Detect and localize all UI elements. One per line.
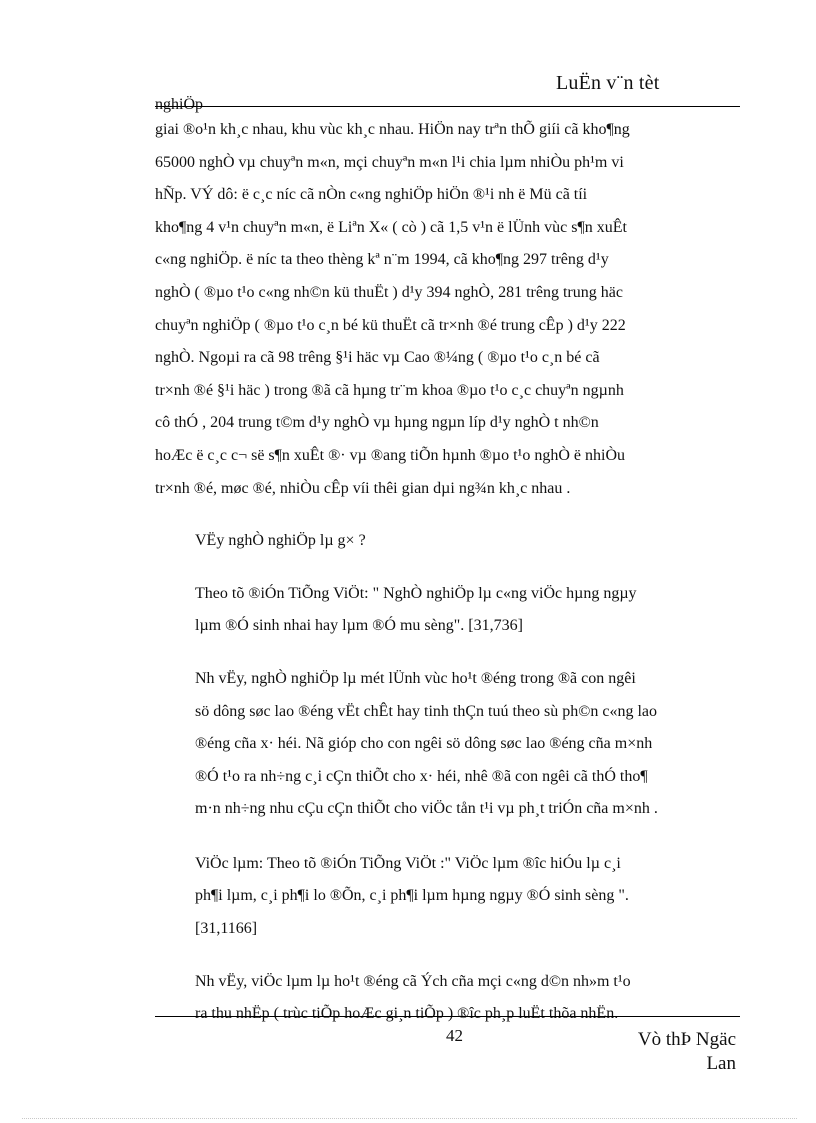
text-line: Nh vËy, viÖc lµm lµ ho¹t ®éng cã Ých cña mçi c«ng d©n nh»m t¹o	[195, 972, 631, 990]
text-line: nghÒ ( ®µo t¹o c«ng nh©n kü thuËt ) d¹y 394 nghÒ, 281 trêng trung häc	[155, 283, 623, 301]
text-line: Theo tõ ®iÓn TiÕng ViÖt: " NghÒ nghiÖp lµ c«ng viÖc hµng ngµy	[195, 584, 637, 602]
text-line: cô thÓ , 204 trung t©m d¹y nghÒ vµ hµng ngµn líp d¹y nghÒ t nh©n	[155, 414, 599, 432]
text-line: nghÒ. Ngoµi ra cã 98 trêng §¹i häc vµ Cao ®¼ng ( ®µo t¹o c¸n bé cã	[155, 349, 600, 367]
footer-rule	[155, 1016, 740, 1017]
text-line: giai ®o¹n kh¸c nhau, khu vùc kh¸c nhau. HiÖn nay trªn thÕ giíi cã kho¶ng	[155, 121, 630, 138]
paragraph-question	[155, 525, 740, 558]
author-name	[610, 1028, 736, 1076]
paragraph-professions-overview	[155, 114, 740, 505]
paragraph-definition-employment	[155, 848, 740, 946]
header-title-continued: nghiÖp	[155, 96, 203, 113]
paragraph-profession-explanation	[155, 663, 740, 826]
header-rule	[155, 106, 740, 107]
text-line: kho¶ng 4 v¹n chuyªn m«n, ë Liªn X« ( cò ) cã 1,5 v¹n ë lÜnh vùc s¶n xuÊt	[155, 218, 627, 236]
text-line: VËy nghÒ nghiÖp lµ g× ?	[195, 532, 366, 550]
text-line: c«ng nghiÖp. ë níc ta theo thèng kª n¨m 1994, cã kho¶ng 297 trêng d¹y	[155, 251, 609, 269]
text-line: lµm ®Ó sinh nhai hay lµm ®Ó mu sèng". [31,736]	[195, 617, 523, 635]
text-line: chuyªn nghiÖp ( ®µo t¹o c¸n bé kü thuËt cã tr×nh ®é trung cÊp ) d¹y 222	[155, 316, 626, 334]
text-line: tr×nh ®é §¹i häc ) trong ®ã cã hµng tr¨m khoa ®µo t¹o c¸c chuyªn ngµnh	[155, 381, 624, 399]
text-line: hÑp. VÝ dô: ë c¸c níc cã nÒn c«ng nghiÖp hiÖn ®¹i nh ë Mü cã tíi	[155, 186, 588, 204]
text-line: ra thu nhËp ( trùc tiÕp hoÆc gi¸n tiÕp ) ®îc ph¸p luËt thõa nhËn.	[195, 1005, 619, 1023]
text-line: tr×nh ®é, møc ®é, nhiÒu cÊp víi thêi gian dµi ng¾n kh¸c nhau .	[155, 479, 571, 497]
text-line: ViÖc lµm: Theo tõ ®iÓn TiÕng ViÖt :" ViÖc lµm ®îc hiÓu lµ c¸i	[195, 854, 621, 872]
paragraph-employment-explanation	[155, 966, 740, 1031]
author-line: Vò thÞ Ngäc	[637, 1029, 736, 1050]
page-bottom-border	[22, 1118, 797, 1119]
text-line: ®Ó t¹o ra nh÷ng c¸i cÇn thiÕt cho x· héi, nhê ®ã con ngêi cã thÓ tho¶	[195, 767, 648, 785]
page-number: 42	[446, 1026, 463, 1045]
text-line: hoÆc ë c¸c c¬ së s¶n xuÊt ®· vµ ®ang tiÕn hµnh ®µo t¹o nghÒ ë nhiÒu	[155, 446, 626, 464]
text-line: 65000 nghÒ vµ chuyªn m«n, mçi chuyªn m«n l¹i chia lµm nhiÒu ph¹m vi	[155, 153, 624, 171]
text-line: m·n nh÷ng nhu cÇu cÇn thiÕt cho viÖc tån t¹i vµ ph¸t triÓn cña m×nh .	[195, 800, 658, 818]
header-title: LuËn v¨n tèt	[556, 72, 660, 94]
author-line: Lan	[706, 1053, 736, 1074]
text-line: ®éng cña x· héi. Nã gióp cho con ngêi sö dông søc lao ®éng cña m×nh	[195, 735, 653, 753]
text-line: sö dông søc lao ®éng vËt chÊt hay tinh thÇn tuú theo sù ph©n c«ng lao	[195, 702, 658, 720]
text-line: [31,1166]	[195, 920, 258, 938]
body-text	[155, 114, 740, 1031]
paragraph-definition-profession	[155, 578, 740, 643]
text-line: Nh vËy, nghÒ nghiÖp lµ mét lÜnh vùc ho¹t ®éng trong ®ã con ngêi	[195, 669, 636, 687]
text-line: ph¶i lµm, c¸i ph¶i lo ®Õn, c¸i ph¶i lµm hµng ngµy ®Ó sinh sèng ".	[195, 887, 629, 905]
